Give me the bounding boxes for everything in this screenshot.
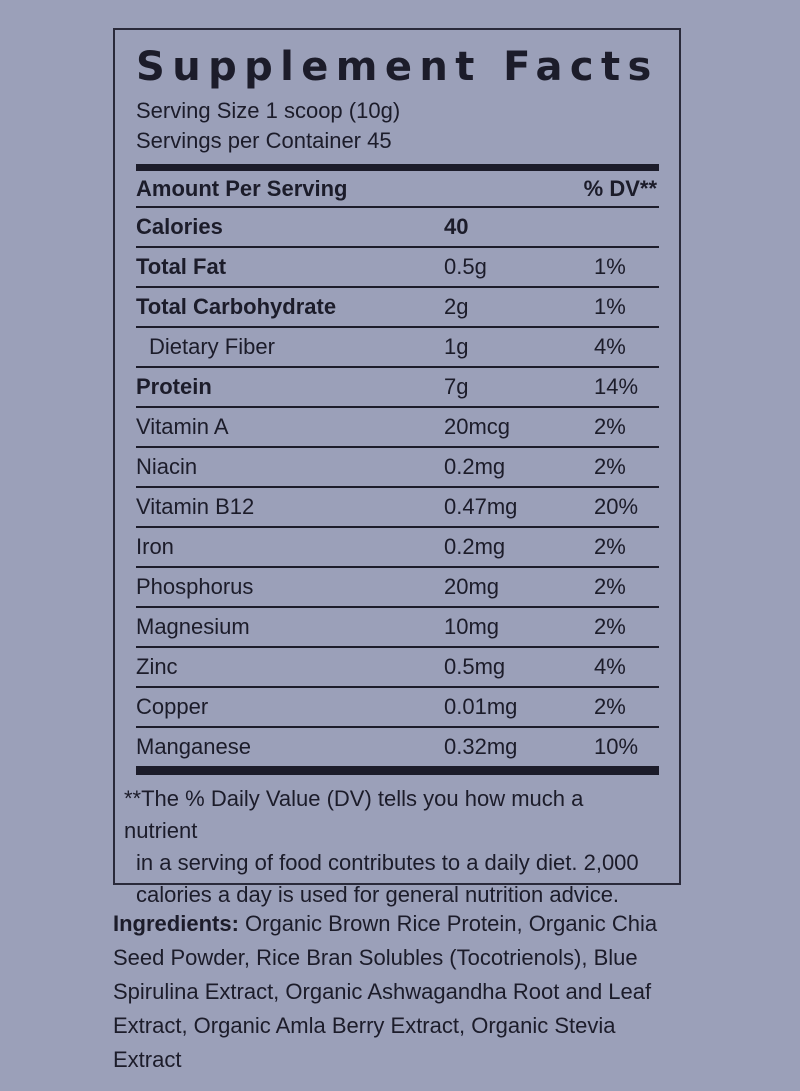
nutrient-name: Total Fat xyxy=(136,254,227,279)
dv-footnote xyxy=(124,775,659,911)
serving-size: Serving Size 1 scoop (10g) xyxy=(136,98,401,123)
nutrient-dv: 4% xyxy=(594,334,626,359)
nutrient-name: Vitamin B12 xyxy=(136,494,255,519)
nutrient-name: Dietary Fiber xyxy=(149,334,275,359)
servings-per-container: Servings per Container 45 xyxy=(136,128,392,153)
table-row xyxy=(136,288,659,328)
nutrient-name: Zinc xyxy=(136,654,178,679)
table-row xyxy=(136,648,659,688)
nutrient-dv: 2% xyxy=(594,574,626,599)
table-row xyxy=(136,688,659,728)
ingredients-label: Ingredients: xyxy=(113,911,239,936)
thick-divider xyxy=(136,768,659,775)
nutrient-amount: 0.5g xyxy=(444,254,487,279)
table-row xyxy=(136,408,659,448)
nutrient-dv: 10% xyxy=(594,734,639,759)
nutrient-amount: 20mcg xyxy=(444,414,511,439)
nutrient-amount: 40 xyxy=(444,214,469,239)
table-row xyxy=(136,328,659,368)
nutrient-dv: 1% xyxy=(594,254,626,279)
nutrient-amount: 10mg xyxy=(444,614,500,639)
nutrient-dv: 1% xyxy=(594,294,626,319)
nutrient-amount: 0.32mg xyxy=(444,734,518,759)
nutrient-dv: 4% xyxy=(594,654,626,679)
nutrient-amount: 0.47mg xyxy=(444,494,518,519)
footnote-line: calories a day is used for general nutrition advice. xyxy=(136,882,620,907)
table-row xyxy=(136,208,659,248)
nutrient-amount: 0.5mg xyxy=(444,654,506,679)
supplement-facts-panel xyxy=(113,28,681,907)
table-row xyxy=(136,368,659,408)
nutrient-amount: 20mg xyxy=(444,574,500,599)
nutrient-dv: 2% xyxy=(594,454,626,479)
nutrient-amount: 0.2mg xyxy=(444,454,506,479)
thick-divider xyxy=(136,164,659,171)
table-row xyxy=(136,488,659,528)
nutrient-amount: 0.2mg xyxy=(444,534,506,559)
table-row xyxy=(136,608,659,648)
nutrient-name: Copper xyxy=(136,694,209,719)
nutrient-amount: 1g xyxy=(444,334,469,359)
table-row xyxy=(136,528,659,568)
nutrient-name: Iron xyxy=(136,534,174,559)
nutrient-amount: 0.01mg xyxy=(444,694,518,719)
table-row xyxy=(136,728,659,768)
nutrient-name: Manganese xyxy=(136,734,251,759)
nutrient-name: Total Carbohydrate xyxy=(136,294,337,319)
nutrient-name: Niacin xyxy=(136,454,198,479)
amount-per-serving-label: Amount Per Serving xyxy=(136,175,348,201)
nutrient-dv: 14% xyxy=(594,374,639,399)
dv-header-label: % DV** xyxy=(583,175,657,201)
nutrient-amount: 7g xyxy=(444,374,469,399)
nutrient-name: Phosphorus xyxy=(136,574,254,599)
ingredients-block xyxy=(113,907,673,1077)
nutrient-amount: 2g xyxy=(444,294,469,319)
nutrient-dv: 2% xyxy=(594,414,626,439)
footnote-line: in a serving of food contributes to a daily diet. 2,000 xyxy=(136,850,639,875)
table-row xyxy=(136,248,659,288)
footnote-line: **The % Daily Value (DV) tells you how much a nutrient xyxy=(124,786,584,843)
panel-title: Supplement Facts xyxy=(136,44,659,90)
nutrient-name: Calories xyxy=(136,214,223,239)
table-row xyxy=(136,448,659,488)
nutrient-dv: 2% xyxy=(594,614,626,639)
nutrient-dv: 2% xyxy=(594,534,626,559)
nutrient-dv: 20% xyxy=(594,494,639,519)
serving-info xyxy=(136,96,659,156)
nutrient-name: Protein xyxy=(136,374,212,399)
nutrient-name: Vitamin A xyxy=(136,414,229,439)
table-row xyxy=(136,568,659,608)
nutrient-dv: 2% xyxy=(594,694,626,719)
table-header xyxy=(136,171,659,208)
nutrient-name: Magnesium xyxy=(136,614,250,639)
ingredients-text: Organic Brown Rice Protein, Organic Chia Seed Powder, Rice Bran Solubles (Tocotrienols), Blue Spirulina Extract, Organic Ashwagandha Root and Leaf Extract, Organic Amla Berry Extract, Organic Stevia Extract xyxy=(113,911,658,1072)
